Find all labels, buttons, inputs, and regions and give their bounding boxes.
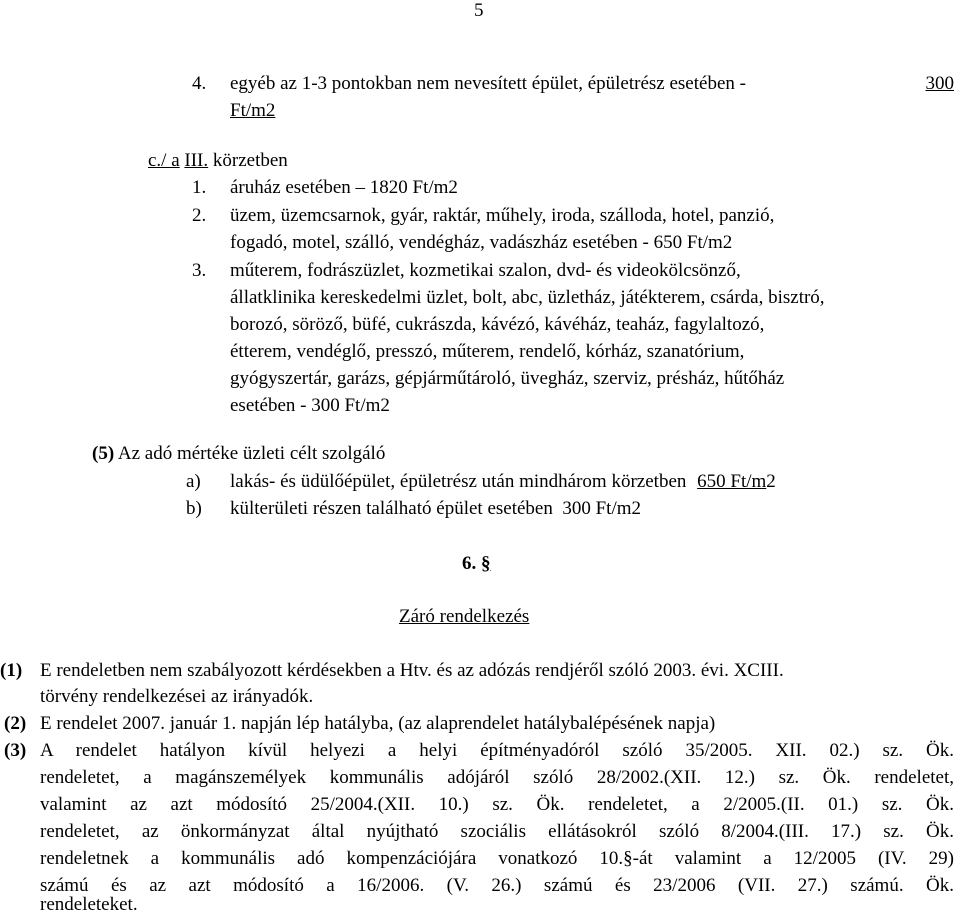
paragraph-6-number: 6. bbox=[462, 553, 477, 574]
closing-title: Záró rendelkezés bbox=[399, 606, 530, 627]
section-5-b-label: b) bbox=[186, 498, 202, 519]
item-4-description: egyéb az 1-3 pontokban nem nevesített épület, épületrész esetében - bbox=[230, 73, 746, 94]
section-5-a-price: 650 Ft/m bbox=[697, 471, 767, 492]
item-4-text bbox=[230, 73, 954, 95]
zone-3-item-3-line: műterem, fodrászüzlet, kozmetikai szalon, dvd- és videokölcsönző, bbox=[230, 260, 741, 281]
zone-3-item-2-number: 2. bbox=[192, 205, 207, 226]
closing-3-line: rendeleteket. bbox=[40, 894, 138, 915]
item-4-number: 4. bbox=[192, 73, 207, 94]
section-5-a-label: a) bbox=[186, 471, 201, 492]
zone-3-item-1-line: áruház esetében – 1820 Ft/m2 bbox=[230, 177, 458, 198]
section-5-number: (5) bbox=[92, 443, 115, 464]
zone-3-roman: III. bbox=[184, 150, 209, 171]
closing-3-line: valamint az azt módosító 25/2004.(XII. 10.) sz. Ök. rendeletet, a 2/2005.(II. 01.) sz. Ök. bbox=[40, 794, 954, 815]
zone-3-item-2-line: fogadó, motel, szálló, vendégház, vadászház esetében - 650 Ft/m2 bbox=[230, 232, 733, 253]
zone-3-prefix: c./ a bbox=[148, 150, 180, 171]
closing-3-line: rendeletet, a magánszemélyek kommunális adójáról szóló 28/2002.(XII. 12.) sz. Ök. rendeletet, bbox=[40, 767, 954, 788]
closing-3-line: számú és az azt módosító a 16/2006. (V. 26.) számú és 23/2006 (VII. 27.) számú. Ök. bbox=[40, 875, 954, 896]
section-5-a-tail: 2 bbox=[766, 471, 776, 492]
zone-3-heading bbox=[148, 150, 288, 172]
section-5-a-text: lakás- és üdülőépület, épületrész után mindhárom körzetben bbox=[230, 471, 687, 492]
item-4-price-unit: Ft/m2 bbox=[230, 100, 276, 121]
closing-1-line: E rendeletben nem szabályozott kérdésekben a Htv. és az adózás rendjéről szóló 2003. évi. XCIII. bbox=[40, 660, 784, 681]
closing-1-number: (1) bbox=[0, 660, 23, 681]
zone-3-item-2-line: üzem, üzemcsarnok, gyár, raktár, műhely, iroda, szálloda, hotel, panzió, bbox=[230, 205, 775, 226]
closing-2-number: (2) bbox=[4, 713, 27, 734]
section-5-b-text: külterületi részen található épület esetében 300 Ft/m2 bbox=[230, 498, 642, 519]
paragraph-6-heading bbox=[462, 553, 491, 575]
paragraph-symbol: § bbox=[481, 553, 491, 574]
zone-3-item-1-number: 1. bbox=[192, 177, 207, 198]
closing-3-line: rendeletet, az önkormányzat által nyújtható szociális ellátásokról szóló 8/2004.(III. 17.) sz. Ök. bbox=[40, 821, 954, 842]
section-5-heading bbox=[92, 443, 385, 465]
closing-1-line: törvény rendelkezései az irányadók. bbox=[40, 686, 314, 707]
zone-3-item-3-line: borozó, söröző, büfé, cukrászda, kávézó, kávéház, teaház, fagylaltozó, bbox=[230, 314, 765, 335]
zone-3-suffix: körzetben bbox=[212, 150, 288, 171]
zone-3-item-3-line: étterem, vendéglő, presszó, műterem, rendelő, kórház, szanatórium, bbox=[230, 341, 745, 362]
zone-3-item-3-line: gyógyszertár, garázs, gépjárműtároló, üvegház, szerviz, présház, hűtőház bbox=[230, 368, 785, 389]
section-5-a-line bbox=[230, 471, 776, 493]
item-4-price-amount: 300 bbox=[925, 73, 954, 94]
section-5-title: Az adó mértéke üzleti célt szolgáló bbox=[117, 443, 386, 464]
closing-3-line: rendeletnek a kommunális adó kompenzációjára vonatkozó 10.§-át valamint a 12/2005 (IV. 29) bbox=[40, 848, 954, 869]
zone-3-item-3-number: 3. bbox=[192, 260, 207, 281]
closing-2-line: E rendelet 2007. január 1. napján lép hatályba, (az alaprendelet hatálybalépésének napja) bbox=[40, 713, 716, 734]
zone-3-item-3-line: esetében - 300 Ft/m2 bbox=[230, 395, 390, 416]
zone-3-item-3-line: állatklinika kereskedelmi üzlet, bolt, abc, üzletház, játékterem, csárda, bisztró, bbox=[230, 287, 825, 308]
closing-3-line: A rendelet hatályon kívül helyezi a helyi építményadóról szóló 35/2005. XII. 02.) sz. Ök. bbox=[40, 740, 954, 761]
page-number: 5 bbox=[474, 0, 484, 21]
closing-3-number: (3) bbox=[4, 740, 27, 761]
